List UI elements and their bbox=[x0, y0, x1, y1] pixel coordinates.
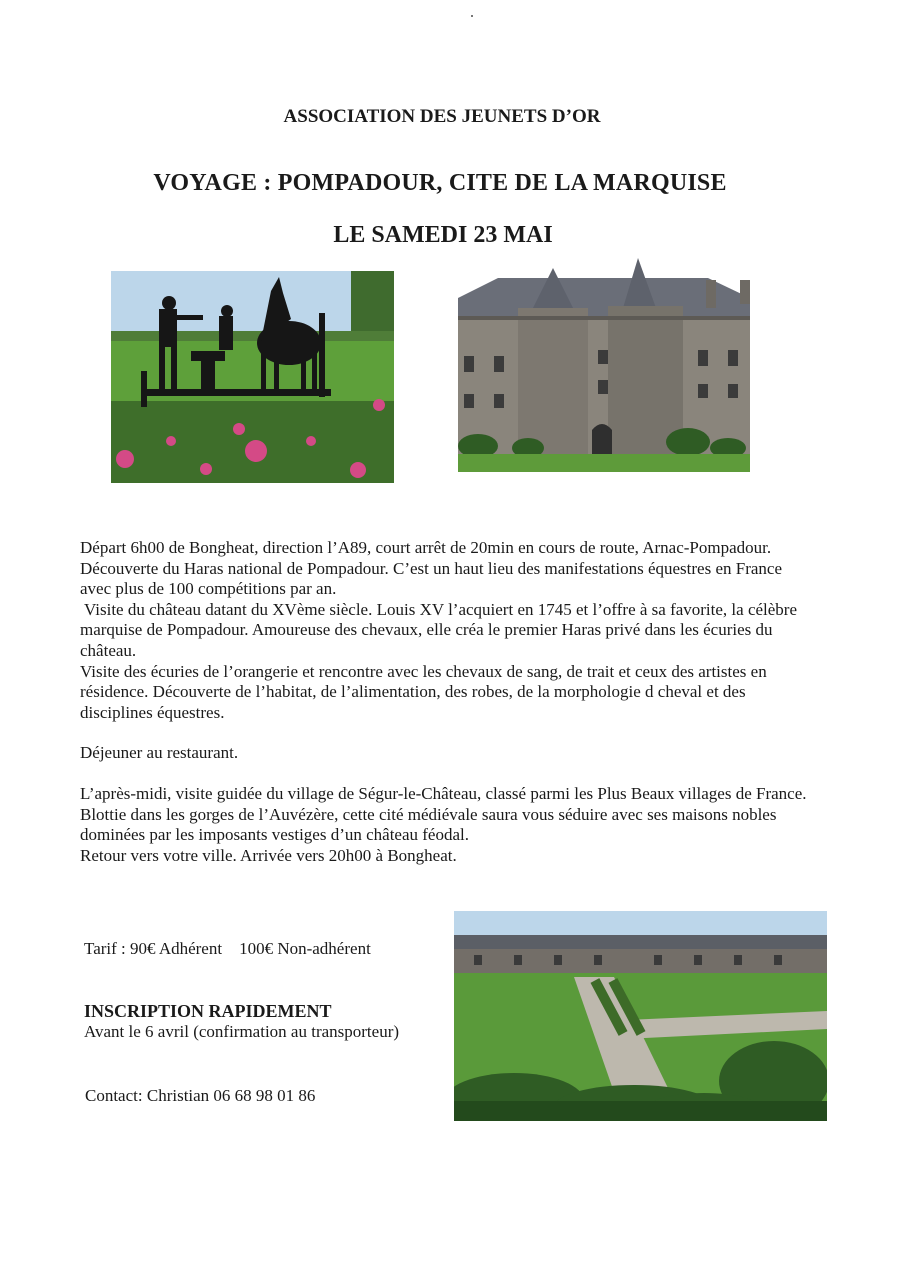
program-departure: Départ 6h00 de Bongheat, direction l’A89, court arrêt de 20min en cours de route, Arnac-Pompadour. bbox=[80, 538, 772, 557]
photo-chateau-pompadour bbox=[458, 258, 750, 472]
trip-date: LE SAMEDI 23 MAI bbox=[333, 222, 553, 248]
blank-line bbox=[80, 764, 815, 784]
price-non-member: 100€ Non-adhérent bbox=[239, 939, 371, 958]
program-lunch: Déjeuner au restaurant. bbox=[80, 743, 239, 763]
scan-speck bbox=[471, 15, 473, 17]
program-stables: Visite des écuries de l’orangerie et rencontre avec les chevaux de sang, de trait et ceux des artistes en résidence. Découverte de l’habitat, de l’alimentation, des robes, de la morphologie d cheval et des disciplines équestres. bbox=[80, 661, 767, 722]
registration-heading: INSCRIPTION RAPIDEMENT bbox=[84, 1001, 332, 1021]
photo-blacksmith-silhouette bbox=[111, 271, 394, 483]
registration-deadline: Avant le 6 avril (confirmation au transporteur) bbox=[84, 1022, 400, 1041]
program-chateau: Visite du château datant du XVème siècle. Louis XV l’acquiert en 1745 et l’offre à sa favorite, la célèbre marquise de Pompadour. Amoureuse des chevaux, elle créa le premier Haras privé dans les écuries du château. bbox=[80, 599, 798, 660]
program-description bbox=[80, 538, 815, 866]
association-name: ASSOCIATION DES JEUNETS D’OR bbox=[283, 106, 601, 127]
pricing bbox=[84, 939, 371, 959]
program-return: Retour vers votre ville. Arrivée vers 20h00 à Bongheat. bbox=[80, 845, 457, 865]
price-member: Tarif : 90€ Adhérent bbox=[84, 939, 223, 958]
program-afternoon: L’après-midi, visite guidée du village de Ségur-le-Château, classé parmi les Plus Beaux villages de France. Blottie dans les gorges de l’Auvézère, cette cité médiévale saura vous séduire avec ses maisons nobles dominées par les imposants vestiges d’un château féodal. bbox=[80, 783, 807, 845]
program-haras: Découverte du Haras national de Pompadour. C’est un haut lieu des manifestations équestres en France avec plus de 100 compétitions par an. bbox=[80, 558, 782, 599]
contact-info: Contact: Christian 06 68 98 01 86 bbox=[85, 1086, 316, 1105]
photo-haras-courtyard bbox=[454, 911, 827, 1121]
trip-title: VOYAGE : POMPADOUR, CITE DE LA MARQUISE bbox=[153, 170, 727, 196]
blank-line bbox=[80, 723, 815, 743]
